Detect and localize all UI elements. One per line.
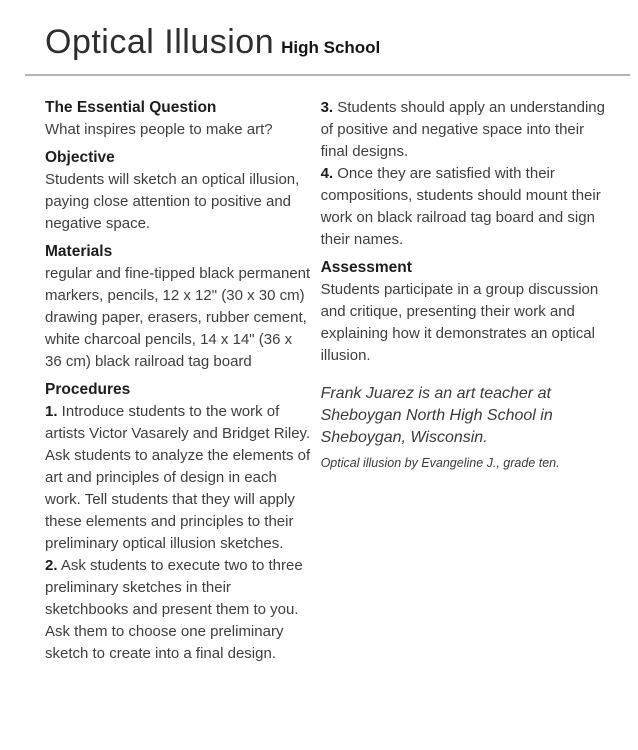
step-number: 2. <box>45 557 58 574</box>
title-line <box>45 24 615 66</box>
procedure-step: 3. Students should apply an understanding of positive and negative space into their final designs. <box>320 99 605 160</box>
masthead <box>45 24 615 76</box>
artwork-credit: Optical illusion by Evangeline J., grade ten. <box>320 456 560 470</box>
right-column <box>321 97 615 665</box>
title-divider <box>25 74 630 76</box>
procedure-step: 2. Ask students to execute two to three preliminary sketches in their sketchbooks and present them to you. Ask them to choose one preliminary sketch to create into a final design. <box>45 557 303 662</box>
author-bio: Frank Juarez is an art teacher at Sheboygan North High School in Sheboygan, Wisconsin. <box>320 385 553 446</box>
section-heading: Procedures <box>45 381 131 398</box>
step-number: 1. <box>45 403 58 420</box>
left-column <box>45 97 312 665</box>
body-paragraph: Students participate in a group discussion and critique, presenting their work and explaining how it demonstrates an optical illusion. <box>320 281 599 364</box>
body-paragraph: regular and fine-tipped black permanent markers, pencils, 12 x 12" (30 x 30 cm) drawing paper, erasers, rubber cement, white charcoal pencils, 14 x 14" (36 x 36 cm) black railroad tag board <box>45 265 311 370</box>
step-number: 3. <box>320 99 334 116</box>
procedure-step: 1. Introduce students to the work of artists Victor Vasarely and Bridget Riley. Ask students to analyze the elements of art and principles of design in each work. Tell students that they will apply these elements and principles to their preliminary optical illusion sketches. <box>45 403 311 552</box>
step-number: 4. <box>320 165 334 182</box>
article-columns <box>45 97 615 665</box>
page-title: Optical Illusion <box>45 23 275 61</box>
section-heading: Objective <box>45 149 115 166</box>
body-paragraph: What inspires people to make art? <box>45 121 273 138</box>
grade-level-label: High School <box>281 38 381 57</box>
procedure-step: 4. Once they are satisfied with their compositions, students should mount their work on black railroad tag board and sign their names. <box>320 165 601 248</box>
section-heading: Materials <box>45 243 113 260</box>
body-paragraph: Students will sketch an optical illusion, paying close attention to positive and negative space. <box>45 171 300 232</box>
section-heading: Assessment <box>320 259 412 276</box>
section-heading: The Essential Question <box>45 99 217 116</box>
